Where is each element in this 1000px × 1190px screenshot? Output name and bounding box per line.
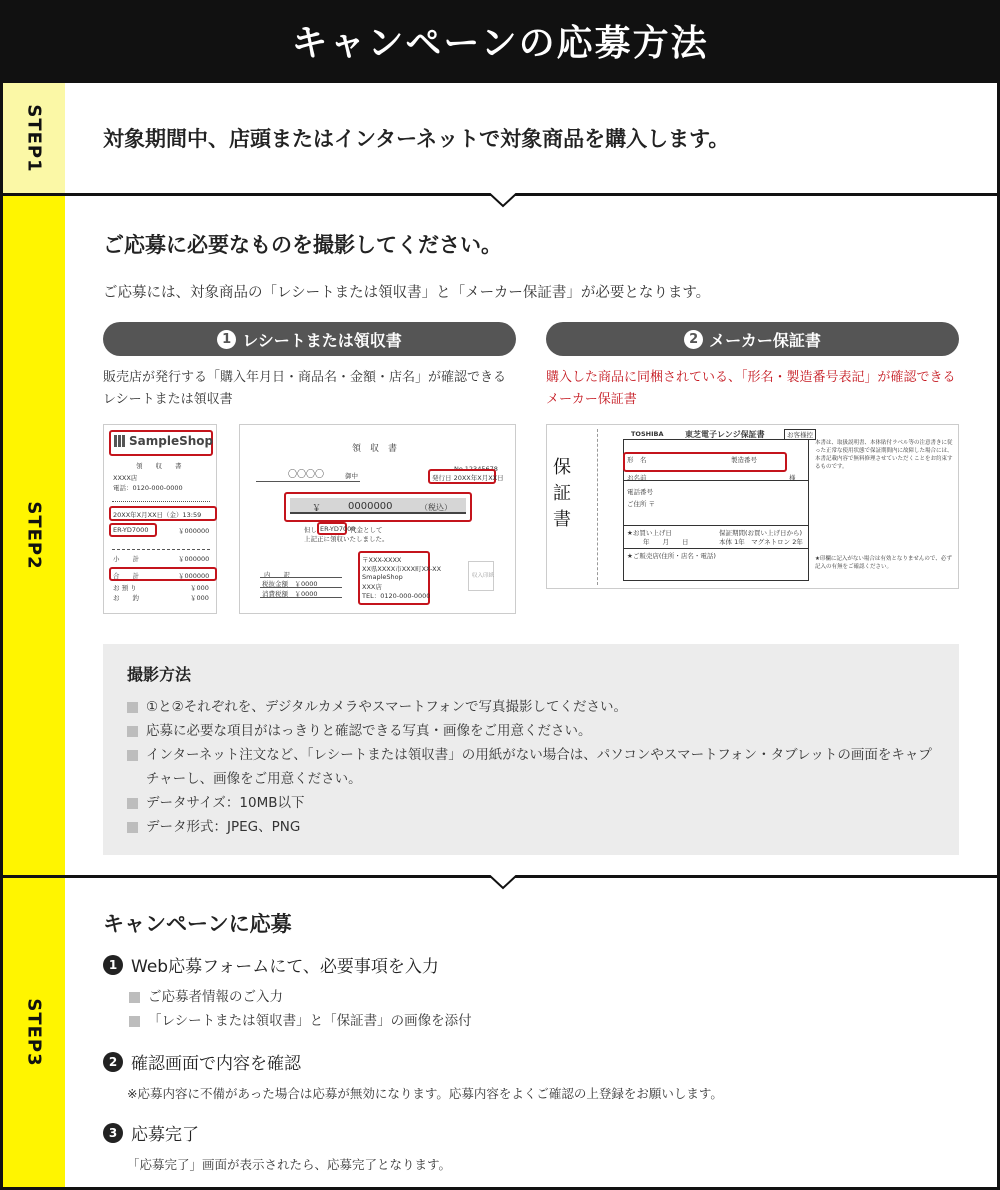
step3-label: STEP3 <box>3 878 65 1187</box>
step3-note-2: ※応募内容に不備があった場合は応募が無効になります。応募内容をよくご確認の上登録をお願いします。 <box>127 1086 723 1101</box>
number-3-icon: 3 <box>103 1123 123 1143</box>
warranty-description: 購入した商品に同梱されている、「形名・製造番号表記」が確認できるメーカー保証書 <box>546 370 956 407</box>
ryoshu-image: 領 収 書 No.12345678 発行日 20XX年X月XX日 〇〇〇〇 御中 ￥ 0000000 （税込） 但し ER-YD7000 代金として 上記正に領収いたしました。 内 訳 税抜金額 ￥0000 消費税額 ￥0000 〒XXX-XXXX XX県XXXX市XXX町XX-XX SmapleShop XXX店 TEL：0120-000-0000 収入印紙 <box>239 424 516 614</box>
photo-item: ①と②それぞれを、デジタルカメラやスマートフォンで写真撮影してください。 <box>127 695 935 719</box>
step2-intro: ご応募には、対象商品の「レシートまたは領収書」と「メーカー保証書」が必要となります。 <box>103 285 711 301</box>
step1-text: 対象期間中、店頭またはインターネットで対象商品を購入します。 <box>103 127 730 151</box>
step2-label: STEP2 <box>3 196 65 875</box>
number-1-icon: 1 <box>217 330 236 349</box>
number-1-icon: 1 <box>103 955 123 975</box>
notch-arrow-icon <box>489 875 517 891</box>
header <box>3 0 997 80</box>
warranty-column <box>546 322 959 614</box>
step3-item-2: 2 確認画面で内容を確認 <box>103 1049 959 1074</box>
receipt-pill: 1 レシートまたは領収書 <box>103 322 516 356</box>
photo-method-title: 撮影方法 <box>127 665 192 684</box>
step3-item-3: 3 応募完了 <box>103 1120 959 1145</box>
shop-logo: SampleShop <box>114 434 213 448</box>
photo-item: データ形式：JPEG、PNG <box>127 815 935 839</box>
warranty-image: 保 証 書 TOSHIBA 東芝電子レンジ保証書 お客様控 形 名 製造番号 お名前 様 電話番号 ご住所 〒 ★お買い上げ日 年 月 日 保証期間(お買い上げ日から) 本体 1年 マグネトロン 2年 ★ご販売店(住所・店名・電話) 本書は、取扱説明書、本体貼付ラベル等の注意書きに従った正常な使用状態で保証期間内に故障した場合には、本書記載内容で無料修理させていただくことをお約束するものです。 ★印欄に記入がない場合は有効となりませんので、必ず記入の有無をご確認ください。 <box>546 424 959 589</box>
sub-item: 「レシートまたは領収書」と「保証書」の画像を添付 <box>129 1009 959 1033</box>
photo-item: データサイズ：10MB以下 <box>127 791 935 815</box>
sub-item: ご応募者情報のご入力 <box>129 985 959 1009</box>
number-2-icon: 2 <box>684 330 703 349</box>
step3-section <box>3 875 997 1187</box>
step3-title: キャンペーンに応募 <box>103 912 292 936</box>
photo-item: 応募に必要な項目がはっきりと確認できる写真・画像をご用意ください。 <box>127 719 935 743</box>
step2-section <box>3 193 997 875</box>
warranty-pill: 2 メーカー保証書 <box>546 322 959 356</box>
page-title: キャンペーンの応募方法 <box>291 22 709 64</box>
receipt-image: SampleShop 領 収 書 XXXX店 電話：0120-000-0000 20XX年X月XX日（金）13:59 ER-YD7000 ￥000000 小 計 ￥000000 合 計 ￥000000 お 預 り ￥000 お 釣 ￥000 <box>103 424 217 614</box>
step1-section <box>3 80 997 193</box>
notch-arrow-icon <box>489 193 517 209</box>
receipt-description: 販売店が発行する「購入年月日・商品名・金額・店名」が確認できるレシートまたは領収書 <box>103 370 507 407</box>
receipt-column <box>103 322 516 614</box>
number-2-icon: 2 <box>103 1052 123 1072</box>
photo-item: インターネット注文など、「レシートまたは領収書」の用紙がない場合は、パソコンやスマートフォン・タブレットの画面をキャプチャーし、画像をご用意ください。 <box>127 743 935 791</box>
step3-item-1: 1 Web応募フォームにて、必要事項を入力 <box>103 952 959 977</box>
step2-title: ご応募に必要なものを撮影してください。 <box>103 233 502 257</box>
photo-method-box <box>103 644 959 855</box>
step3-note-3: 「応募完了」画面が表示されたら、応募完了となります。 <box>127 1157 452 1172</box>
step1-label: STEP1 <box>3 83 65 193</box>
